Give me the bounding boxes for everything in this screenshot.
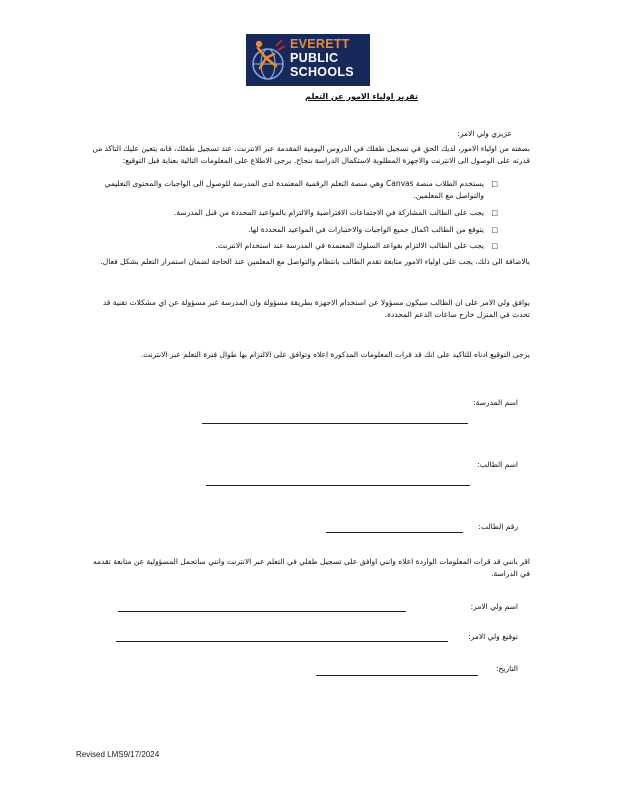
document-title: تقرير اولياء الامور عن التعلم — [305, 92, 418, 101]
paragraph-4: يرجى التوقيع ادناه للتاكيد على انك قد قرات المعلومات المذكورة اعلاه وتوافق على الالتزام بها طوال فترة التعلم عبر الانترنت. — [140, 350, 530, 359]
logo-line-1: EVERETT — [290, 37, 350, 51]
parent-signature-line[interactable] — [116, 641, 448, 642]
bullet-marker: □ — [491, 180, 498, 188]
parent-signature-label: توقيع ولي الامر: — [468, 632, 518, 641]
school-name-label: اسم المدرسة: — [473, 398, 518, 407]
revision-footer: Revised LMS9/17/2024 — [76, 750, 160, 759]
paragraph-2: بالاضافة الى ذلك، يجب على اولياء الامور متابعة تقدم الطالب بانتظام والتواصل مع المعلمين عند الحاجة لضمان استمرار التعلم بشكل فعال. — [100, 257, 530, 266]
logo-line-2: PUBLIC — [290, 51, 339, 65]
paragraph-3: يوافق ولي الامر على ان الطالب سيكون مسؤولا عن استخدام الاجهزة بطريقة مسؤولة وان المدرسة غير مسؤولة عن اي مشكلات تقنية قد تحدث في المنزل خارج ساعات الدعم المحددة. — [102, 298, 530, 319]
bullet-text: يجب على الطالب المشاركة في الاجتماعات الافتراضية والالتزام بالمواعيد المحددة من قبل المدرسة. — [173, 208, 484, 217]
date-line[interactable] — [316, 675, 478, 676]
bullet-text: يتوقع من الطالب اكمال جميع الواجبات والاختبارات في المواعيد المحددة لها. — [248, 225, 484, 234]
intro-paragraph: بصفته من اولياء الامور، لديك الحق في تسجيل طفلك في الدروس اليومية المقدمة عبر الانترنت. عند تسجيل طفلك، فانه يتعين عليك التاكد من قدرته على الوصول الى الانترنت والاجهزة المطلوبة لاستكمال الدراسة بنجاح. يرجى الاطلاع على المعلومات التالية بعناية قبل التوقيع: — [92, 144, 530, 165]
student-id-line[interactable] — [326, 532, 463, 533]
bullet-text: يستخدم الطلاب منصة Canvas وهي منصة التعلم الرقمية المعتمدة لدى المدرسة للوصول الى الواجبات والمحتوى التعليمي والتواصل مع المعلمين. — [104, 179, 484, 200]
bullet-item — [99, 207, 498, 219]
logo-line-3: SCHOOLS — [290, 65, 354, 79]
bullet-marker: □ — [491, 209, 498, 217]
date-label: التاريخ: — [496, 664, 518, 673]
parent-name-line[interactable] — [118, 611, 406, 612]
school-name-line[interactable] — [202, 423, 468, 424]
globe-runner-icon — [246, 34, 290, 86]
bullet-item — [99, 240, 498, 252]
agreement-statement: اقر بانني قد قرات المعلومات الواردة اعلاه وانني اوافق على تسجيل طفلي في التعلم عبر الانترنت وانني ساتحمل المسؤولية عن متابعة تقدمه في الدراسة. — [92, 557, 530, 578]
bullet-item — [99, 178, 498, 202]
parent-name-label: اسم ولي الامر: — [470, 602, 518, 611]
bullet-marker: □ — [491, 242, 498, 250]
bullet-text: يجب على الطالب الالتزام بقواعد السلوك المعتمدة في المدرسة عند استخدام الانترنت. — [215, 241, 484, 250]
student-id-label: رقم الطالب: — [478, 522, 518, 531]
salutation: عزيزي ولي الامر: — [457, 129, 512, 138]
bullet-marker: □ — [491, 226, 498, 234]
bullet-item — [99, 224, 498, 236]
student-name-line[interactable] — [206, 485, 470, 486]
school-logo — [246, 34, 370, 86]
student-name-label: اسم الطالب: — [477, 460, 518, 469]
